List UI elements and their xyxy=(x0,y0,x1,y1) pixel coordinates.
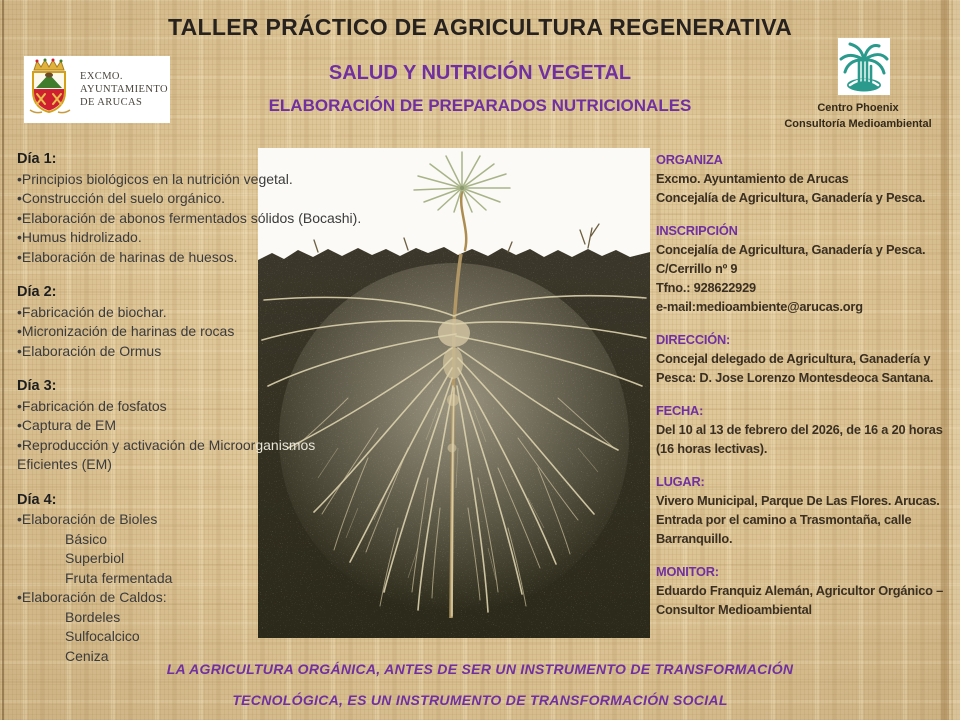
phoenix-subtitle: Consultoría Medioambiental xyxy=(784,118,932,130)
day1-heading: Día 1: xyxy=(17,151,57,167)
day4-subitem: Bordeles xyxy=(65,608,121,625)
day1-item: •Humus hidrolizado. xyxy=(17,229,142,245)
day2-heading: Día 2: xyxy=(17,284,57,300)
program-list xyxy=(17,150,362,682)
day4-item: •Elaboración de Bioles xyxy=(17,511,158,527)
day1-item: •Construcción del suelo orgánico. xyxy=(17,190,226,206)
arucas-logo-line1: EXCMO. xyxy=(80,71,123,82)
arucas-logo-line3: DE ARUCAS xyxy=(80,97,143,108)
day2-block xyxy=(17,283,317,361)
organiza-heading: ORGANIZA xyxy=(656,152,723,167)
day4-subitem: Fruta fermentada xyxy=(65,569,173,586)
fecha-section xyxy=(656,401,958,458)
day3-item: •Fabricación de fosfatos xyxy=(17,397,167,414)
arucas-logo-line2: AYUNTAMIENTO xyxy=(80,84,168,95)
lugar-heading: LUGAR: xyxy=(656,474,705,489)
day2-item: •Elaboración de Ormus xyxy=(17,342,162,359)
day4-subitem: Básico xyxy=(65,530,108,547)
inscripcion-line: Concejalía de Agricultura, Ganadería y Pesca. xyxy=(656,242,926,257)
inscripcion-line: C/Cerrillo nº 9 xyxy=(656,261,738,276)
day3-block xyxy=(17,377,317,475)
day2-item: •Micronización de harinas de rocas xyxy=(17,323,235,339)
monitor-heading: MONITOR: xyxy=(656,564,719,579)
day1-item: •Elaboración de harinas de huesos. xyxy=(17,248,238,265)
page-title: TALLER PRÁCTICO DE AGRICULTURA REGENERATIVA xyxy=(167,14,793,40)
organiza-section xyxy=(656,150,958,207)
day3-item: •Captura de EM xyxy=(17,417,117,433)
day4-heading: Día 4: xyxy=(17,491,57,508)
phoenix-logo xyxy=(838,38,890,95)
palm-tree-icon xyxy=(838,82,890,99)
lugar-section xyxy=(656,472,958,548)
day2-item: •Fabricación de biochar. xyxy=(17,303,167,320)
day1-item: •Elaboración de abonos fermentados sólidos (Bocashi). xyxy=(17,209,362,226)
direccion-line: Concejal delegado de Agricultura, Ganadería y Pesca: D. Jose Lorenzo Montesdeoca Santana. xyxy=(656,351,934,385)
direccion-heading: DIRECCIÓN: xyxy=(656,332,731,347)
day4-subitem: Ceniza xyxy=(65,647,109,664)
day3-item: Eficientes (EM) xyxy=(17,456,112,472)
arucas-logo xyxy=(24,56,170,123)
inscripcion-email: e-mail:medioambiente@arucas.org xyxy=(656,299,863,314)
fecha-line: Del 10 al 13 de febrero del 2026, de 16 a 20 horas (16 horas lectivas). xyxy=(656,422,943,456)
day3-item-split xyxy=(17,436,317,456)
day3-item-part-light: ganismos xyxy=(255,436,316,453)
inscripcion-line: Tfno.: 928622929 xyxy=(656,280,756,295)
monitor-line: Eduardo Franquiz Alemán, Agricultor Orgánico – Consultor Medioambiental xyxy=(656,583,944,617)
subtitle-elaboracion: ELABORACIÓN DE PREPARADOS NUTRICIONALES xyxy=(268,96,692,115)
direccion-section xyxy=(656,330,958,387)
organiza-line: Concejalía de Agricultura, Ganadería y Pesca. xyxy=(656,190,926,205)
day3-heading: Día 3: xyxy=(17,378,57,394)
inscripcion-section xyxy=(656,221,958,316)
fecha-heading: FECHA: xyxy=(656,403,704,418)
monitor-section xyxy=(656,562,958,619)
day1-block xyxy=(17,150,362,267)
day3-item-part-dark: •Reproducción y activación de Microor xyxy=(17,436,256,453)
day4-item: •Elaboración de Caldos: xyxy=(17,589,167,605)
info-panel xyxy=(656,150,958,633)
day1-item: •Principios biológicos en la nutrición vegetal. xyxy=(17,170,293,187)
inscripcion-heading: INSCRIPCIÓN xyxy=(656,223,738,238)
lugar-line: Vivero Municipal, Parque De Las Flores. Arucas. Entrada por el camino a Trasmontaña, calle Barranquillo. xyxy=(656,493,940,546)
day4-subitem: Superbiol xyxy=(65,550,125,566)
subtitle-salud: SALUD Y NUTRICIÓN VEGETAL xyxy=(328,62,632,84)
arucas-coat-of-arms-icon xyxy=(24,56,76,123)
footer-quote-line1: LA AGRICULTURA ORGÁNICA, ANTES DE SER UN INSTRUMENTO DE TRANSFORMACIÓN xyxy=(166,661,794,677)
day4-block xyxy=(17,491,317,667)
day4-subitem: Sulfocalcico xyxy=(65,628,140,644)
organiza-line: Excmo. Ayuntamiento de Arucas xyxy=(656,171,849,186)
footer-quote-line2: TECNOLÓGICA, ES UN INSTRUMENTO DE TRANSFORMACIÓN SOCIAL xyxy=(232,692,728,708)
phoenix-name: Centro Phoenix xyxy=(817,102,899,114)
